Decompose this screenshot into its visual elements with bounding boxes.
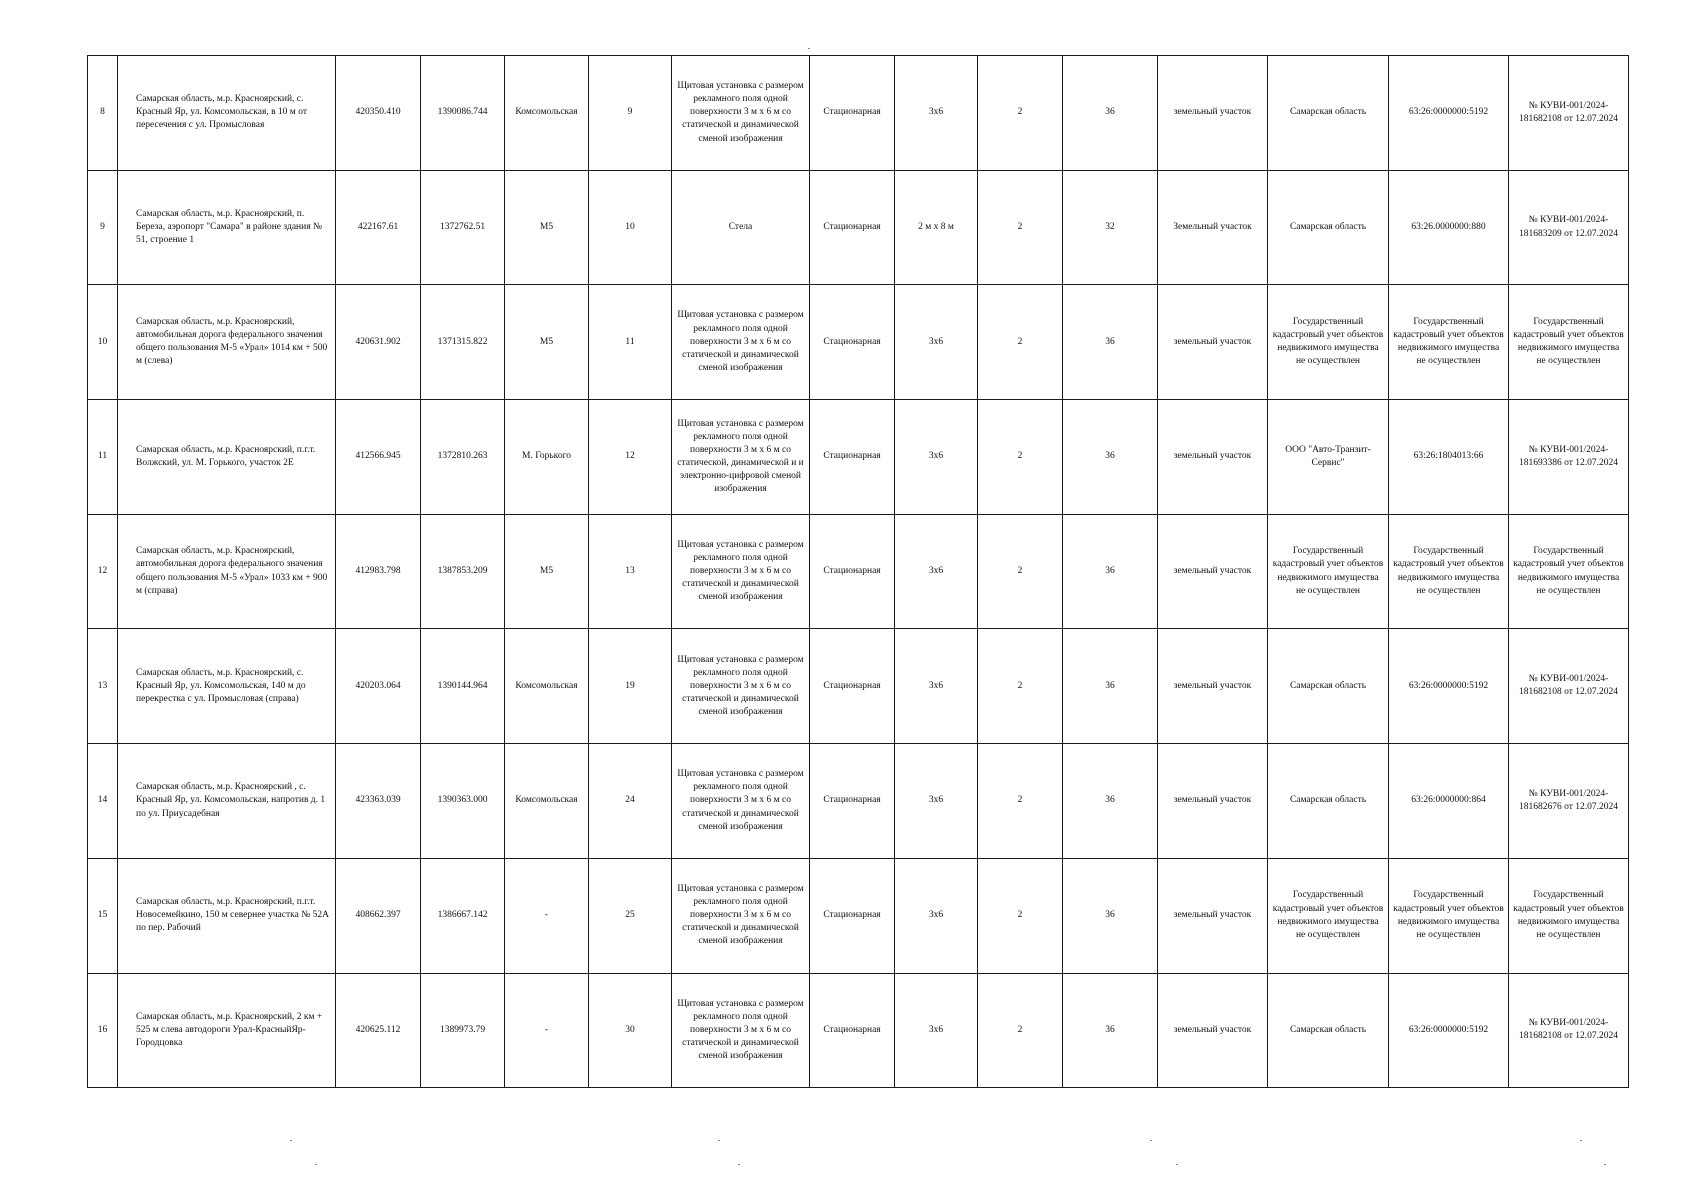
area-cell: 36: [1063, 973, 1158, 1088]
coord-x-cell: 420631.902: [336, 285, 421, 400]
table-row: [88, 973, 1629, 1088]
size-cell: 3х6: [895, 514, 978, 629]
land-type-cell: земельный участок: [1158, 56, 1268, 171]
coord-y-cell: 1390363.000: [421, 744, 505, 859]
cadastral-number-cell: 63:26:0000000:864: [1389, 744, 1509, 859]
registry-record-cell: Государственный кадастровый учет объектов недвижимого имущества не осуществлен: [1509, 514, 1629, 629]
size-cell: 3х6: [895, 56, 978, 171]
registry-record-cell: № КУВИ-001/2024-181682676 от 12.07.2024: [1509, 744, 1629, 859]
structure-number-cell: 25: [589, 858, 672, 973]
sides-cell: 2: [978, 56, 1063, 171]
structure-number-cell: 13: [589, 514, 672, 629]
registry-record-cell: Государственный кадастровый учет объектов недвижимого имущества не осуществлен: [1509, 858, 1629, 973]
sides-cell: 2: [978, 514, 1063, 629]
scan-speck: [290, 1140, 292, 1141]
structure-type-cell: Стела: [672, 170, 810, 285]
area-cell: 36: [1063, 285, 1158, 400]
row-number: 15: [88, 858, 118, 973]
street-cell: М. Горького: [505, 400, 589, 515]
street-cell: Комсомольская: [505, 744, 589, 859]
coord-x-cell: 420203.064: [336, 629, 421, 744]
coord-x-cell: 420625.112: [336, 973, 421, 1088]
area-cell: 36: [1063, 514, 1158, 629]
cadastral-number-cell: 63:26:0000000:5192: [1389, 629, 1509, 744]
table-row: [88, 629, 1629, 744]
cadastral-number-cell: 63:26:1804013:66: [1389, 400, 1509, 515]
sides-cell: 2: [978, 170, 1063, 285]
coord-x-cell: 412983.798: [336, 514, 421, 629]
land-type-cell: земельный участок: [1158, 858, 1268, 973]
category-cell: Стационарная: [810, 56, 895, 171]
area-cell: 36: [1063, 400, 1158, 515]
area-cell: 36: [1063, 858, 1158, 973]
coord-y-cell: 1386667.142: [421, 858, 505, 973]
structure-type-cell: Щитовая установка с размером рекламного поля одной поверхности 3 м х 6 м со статической и динамической сменой изображения: [672, 858, 810, 973]
address-cell: Самарская область, м.р. Красноярский , с. Красный Яр, ул. Комсомольская, напротив д. 1 по ул. Приусадебная: [118, 744, 336, 859]
structure-type-cell: Щитовая установка с размером рекламного поля одной поверхности 3 м х 6 м со статической и динамической сменой изображения: [672, 56, 810, 171]
scan-speck: [1580, 1140, 1582, 1141]
area-cell: 36: [1063, 629, 1158, 744]
row-number: 10: [88, 285, 118, 400]
row-number: 13: [88, 629, 118, 744]
row-number: 12: [88, 514, 118, 629]
coord-x-cell: 422167.61: [336, 170, 421, 285]
registry-record-cell: № КУВИ-001/2024-181682108 от 12.07.2024: [1509, 56, 1629, 171]
structure-type-cell: Щитовая установка с размером рекламного поля одной поверхности 3 м х 6 м со статической и динамической сменой изображения: [672, 744, 810, 859]
cadastral-number-cell: Государственный кадастровый учет объектов недвижимого имущества не осуществлен: [1389, 514, 1509, 629]
coord-y-cell: 1389973.79: [421, 973, 505, 1088]
land-type-cell: земельный участок: [1158, 744, 1268, 859]
scan-speck: [808, 48, 810, 49]
row-number: 14: [88, 744, 118, 859]
sides-cell: 2: [978, 858, 1063, 973]
registry-record-cell: Государственный кадастровый учет объектов недвижимого имущества не осуществлен: [1509, 285, 1629, 400]
address-cell: Самарская область, м.р. Красноярский, с. Красный Яр, ул. Комсомольская, в 10 м от пересечения с ул. Промысловая: [118, 56, 336, 171]
cadastral-number-cell: 63:26:0000000:5192: [1389, 56, 1509, 171]
street-cell: М5: [505, 285, 589, 400]
table-row: [88, 285, 1629, 400]
address-cell: Самарская область, м.р. Красноярский, 2 км + 525 м слева автодороги Урал-КрасныйЯр-Городцовка: [118, 973, 336, 1088]
structure-number-cell: 30: [589, 973, 672, 1088]
scan-speck: [738, 1164, 740, 1165]
street-cell: -: [505, 973, 589, 1088]
table-row: [88, 744, 1629, 859]
owner-cell: Самарская область: [1268, 629, 1389, 744]
coord-y-cell: 1372762.51: [421, 170, 505, 285]
category-cell: Стационарная: [810, 629, 895, 744]
land-type-cell: земельный участок: [1158, 400, 1268, 515]
table-row: [88, 400, 1629, 515]
coord-y-cell: 1387853.209: [421, 514, 505, 629]
category-cell: Стационарная: [810, 170, 895, 285]
owner-cell: Самарская область: [1268, 170, 1389, 285]
structure-number-cell: 24: [589, 744, 672, 859]
scan-speck: [315, 1164, 317, 1165]
street-cell: М5: [505, 514, 589, 629]
cadastral-number-cell: Государственный кадастровый учет объектов недвижимого имущества не осуществлен: [1389, 285, 1509, 400]
row-number: 9: [88, 170, 118, 285]
row-number: 11: [88, 400, 118, 515]
structure-type-cell: Щитовая установка с размером рекламного поля одной поверхности 3 м х 6 м со статической и динамической сменой изображения: [672, 514, 810, 629]
structure-type-cell: Щитовая установка с размером рекламного поля одной поверхности 3 м х 6 м со статической и динамической сменой изображения: [672, 285, 810, 400]
scan-speck: [1176, 1164, 1178, 1165]
street-cell: -: [505, 858, 589, 973]
owner-cell: ООО "Авто-Транзит-Сервис": [1268, 400, 1389, 515]
area-cell: 32: [1063, 170, 1158, 285]
structure-number-cell: 9: [589, 56, 672, 171]
land-type-cell: Земельный участок: [1158, 170, 1268, 285]
size-cell: 3х6: [895, 285, 978, 400]
cadastral-number-cell: 63:26.0000000:880: [1389, 170, 1509, 285]
sides-cell: 2: [978, 973, 1063, 1088]
address-cell: Самарская область, м.р. Красноярский, с. Красный Яр, ул. Комсомольская, 140 м до перекрестка с ул. Промысловая (справа): [118, 629, 336, 744]
row-number: 16: [88, 973, 118, 1088]
cadastral-number-cell: Государственный кадастровый учет объектов недвижимого имущества не осуществлен: [1389, 858, 1509, 973]
category-cell: Стационарная: [810, 744, 895, 859]
size-cell: 3х6: [895, 400, 978, 515]
scan-speck: [718, 1140, 720, 1141]
owner-cell: Государственный кадастровый учет объектов недвижимого имущества не осуществлен: [1268, 858, 1389, 973]
registry-record-cell: № КУВИ-001/2024-181683209 от 12.07.2024: [1509, 170, 1629, 285]
size-cell: 3х6: [895, 744, 978, 859]
registry-record-cell: № КУВИ-001/2024-181693386 от 12.07.2024: [1509, 400, 1629, 515]
structure-type-cell: Щитовая установка с размером рекламного поля одной поверхности 3 м х 6 м со статической и динамической сменой изображения: [672, 629, 810, 744]
coord-y-cell: 1372810.263: [421, 400, 505, 515]
category-cell: Стационарная: [810, 973, 895, 1088]
land-type-cell: земельный участок: [1158, 514, 1268, 629]
registry-record-cell: № КУВИ-001/2024-181682108 от 12.07.2024: [1509, 973, 1629, 1088]
land-type-cell: земельный участок: [1158, 973, 1268, 1088]
street-cell: Комсомольская: [505, 56, 589, 171]
structure-type-cell: Щитовая установка с размером рекламного поля одной поверхности 3 м х 6 м со статической и динамической сменой изображения: [672, 973, 810, 1088]
owner-cell: Самарская область: [1268, 56, 1389, 171]
sides-cell: 2: [978, 629, 1063, 744]
category-cell: Стационарная: [810, 400, 895, 515]
area-cell: 36: [1063, 744, 1158, 859]
area-cell: 36: [1063, 56, 1158, 171]
sides-cell: 2: [978, 744, 1063, 859]
owner-cell: Государственный кадастровый учет объектов недвижимого имущества не осуществлен: [1268, 285, 1389, 400]
size-cell: 3х6: [895, 973, 978, 1088]
land-type-cell: земельный участок: [1158, 629, 1268, 744]
category-cell: Стационарная: [810, 858, 895, 973]
category-cell: Стационарная: [810, 285, 895, 400]
address-cell: Самарская область, м.р. Красноярский, п.г.т. Новосемейкино, 150 м севернее участка № 52А по пер. Рабочий: [118, 858, 336, 973]
ad-structures-table: [87, 55, 1629, 1088]
scan-speck: [1604, 1164, 1606, 1165]
size-cell: 3х6: [895, 629, 978, 744]
structure-number-cell: 11: [589, 285, 672, 400]
table-row: [88, 56, 1629, 171]
structure-number-cell: 10: [589, 170, 672, 285]
address-cell: Самарская область, м.р. Красноярский, п. Береза, аэропорт "Самара" в районе здания № 51, строение 1: [118, 170, 336, 285]
structure-type-cell: Щитовая установка с размером рекламного поля одной поверхности 3 м х 6 м со статической, динамической и и электронно-цифровой сменой изображения: [672, 400, 810, 515]
street-cell: Комсомольская: [505, 629, 589, 744]
address-cell: Самарская область, м.р. Красноярский, автомобильная дорога федерального значения общего пользования М-5 «Урал» 1033 км + 900 м (справа): [118, 514, 336, 629]
address-cell: Самарская область, м.р. Красноярский, п.г.т. Волжский, ул. М. Горького, участок 2Е: [118, 400, 336, 515]
coord-x-cell: 423363.039: [336, 744, 421, 859]
owner-cell: Государственный кадастровый учет объектов недвижимого имущества не осуществлен: [1268, 514, 1389, 629]
size-cell: 3х6: [895, 858, 978, 973]
owner-cell: Самарская область: [1268, 744, 1389, 859]
cadastral-number-cell: 63:26:0000000:5192: [1389, 973, 1509, 1088]
address-cell: Самарская область, м.р. Красноярский, автомобильная дорога федерального значения общего пользования М-5 «Урал» 1014 км + 500 м (слева): [118, 285, 336, 400]
size-cell: 2 м х 8 м: [895, 170, 978, 285]
coord-y-cell: 1390086.744: [421, 56, 505, 171]
registry-record-cell: № КУВИ-001/2024-181682108 от 12.07.2024: [1509, 629, 1629, 744]
coord-x-cell: 412566.945: [336, 400, 421, 515]
row-number: 8: [88, 56, 118, 171]
sides-cell: 2: [978, 285, 1063, 400]
land-type-cell: земельный участок: [1158, 285, 1268, 400]
structure-number-cell: 19: [589, 629, 672, 744]
scan-speck: [1150, 1140, 1152, 1141]
street-cell: М5: [505, 170, 589, 285]
sides-cell: 2: [978, 400, 1063, 515]
category-cell: Стационарная: [810, 514, 895, 629]
owner-cell: Самарская область: [1268, 973, 1389, 1088]
coord-x-cell: 420350.410: [336, 56, 421, 171]
coord-y-cell: 1371315.822: [421, 285, 505, 400]
table-row: [88, 514, 1629, 629]
table-row: [88, 170, 1629, 285]
coord-x-cell: 408662.397: [336, 858, 421, 973]
coord-y-cell: 1390144.964: [421, 629, 505, 744]
structure-number-cell: 12: [589, 400, 672, 515]
table-row: [88, 858, 1629, 973]
